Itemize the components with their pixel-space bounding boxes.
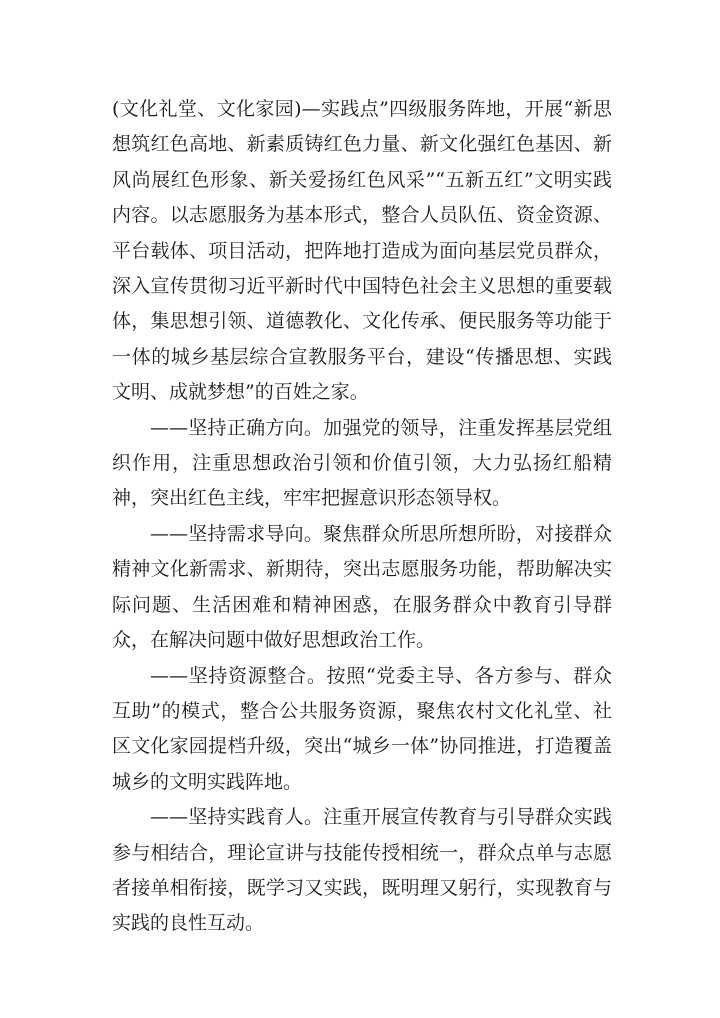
document-body [112,92,612,942]
paragraph-resource-integration: ——坚持资源整合。按照“党委主导、各方参与、群众互助”的模式，整合公共服务资源，聚焦农村文化礼堂、社区文化家园提档升级，突出“城乡一体”协同推进，打造覆盖城乡的文明实践阵地。 [112,664,612,793]
paragraph-practice-education: ——坚持实践育人。注重开展宣传教育与引导群众实践参与相结合，理论宣讲与技能传授相统一，群众点单与志愿者接单相衔接，既学习又实践，既明理又躬行，实现教育与实践的良性互动。 [112,806,612,935]
paragraph-correct-direction: ——坚持正确方向。加强党的领导，注重发挥基层党组织作用，注重思想政治引领和价值引领，大力弘扬红船精神，突出红色主线，牢牢把握意识形态领导权。 [112,416,612,510]
paragraph-demand-orientation: ——坚持需求导向。聚焦群众所思所想所盼，对接群众精神文化新需求、新期待，突出志愿服务功能，帮助解决实际问题、生活困难和精神困惑，在服务群众中教育引导群众，在解决问题中做好思想政治工作。 [112,522,612,652]
paragraph-intro: (文化礼堂、文化家园)—实践点”四级服务阵地，开展“新思想筑红色高地、新素质铸红色力量、新文化强红色基因、新风尚展红色形象、新关爱扬红色风采”“五新五红”文明实践内容。以志愿服务为基本形式，整合人员队伍、资金资源、平台载体、项目活动，把阵地打造成为面向基层党员群众，深入宣传贯彻习近平新时代中国特色社会主义思想的重要载体，集思想引领、道德教化、文化传承、便民服务等功能于一体的城乡基层综合宣教服务平台，建设“传播思想、实践文明、成就梦想”的百姓之家。 [112,98,612,404]
